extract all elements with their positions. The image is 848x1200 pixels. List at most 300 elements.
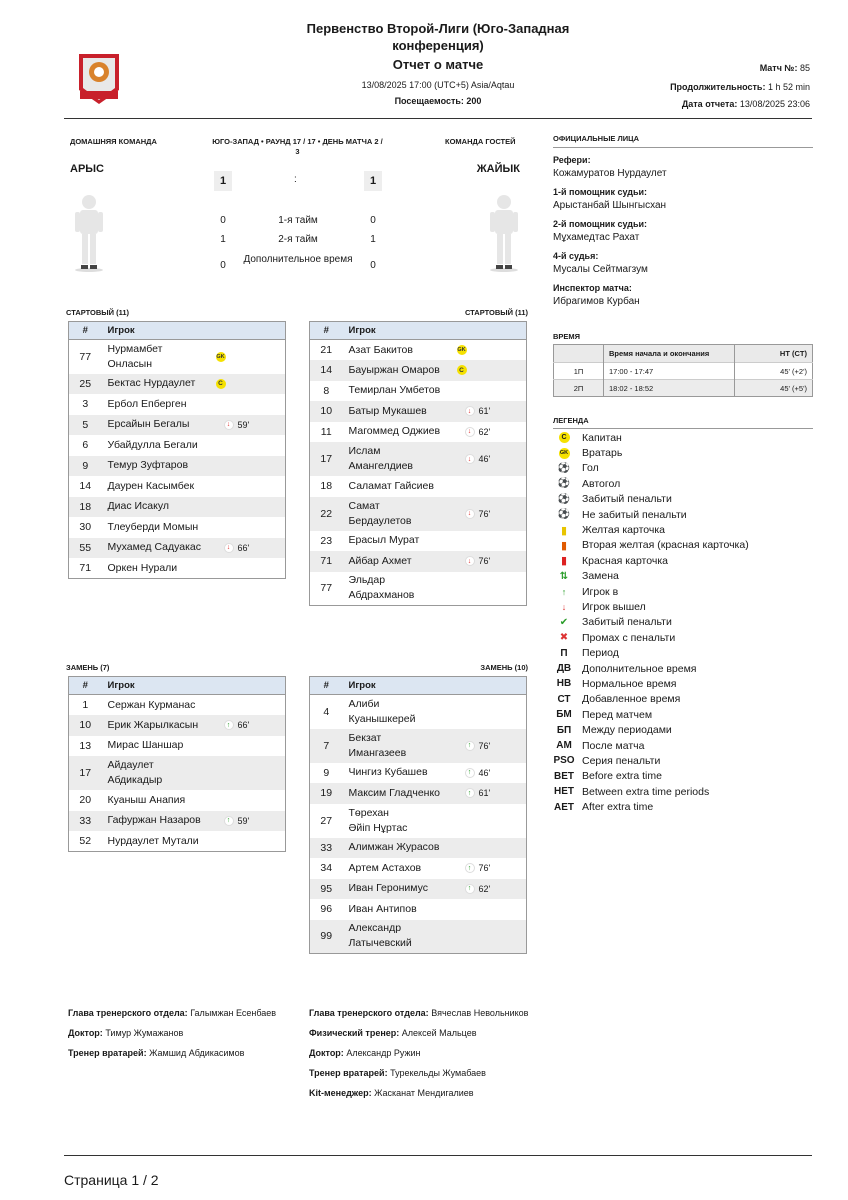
legend-item	[553, 615, 813, 630]
player-name	[102, 415, 216, 436]
player-full-name: Бектас Нурдаулет	[107, 377, 196, 390]
table-row	[310, 551, 527, 572]
player-first-name: Бекзат	[348, 731, 382, 744]
legend-abbr-text: БП	[556, 724, 572, 736]
legend-abbr	[553, 694, 575, 705]
penalty-shootout-missed-icon	[553, 632, 575, 643]
goalkeeper-icon: GK	[457, 347, 466, 353]
legend-item	[553, 584, 813, 599]
player-name	[102, 538, 216, 559]
own-goal-icon	[553, 478, 575, 489]
officials-list	[553, 155, 813, 315]
legend-item	[553, 461, 813, 476]
official-entry	[553, 283, 813, 307]
table-row	[310, 401, 527, 422]
player-events	[457, 401, 527, 422]
sub-out-minute: 66'	[237, 542, 250, 553]
legend-symbol: ⇅	[559, 570, 569, 582]
legend-abbr	[553, 802, 575, 813]
official-name: Арыстанбай Шынгысхан	[553, 200, 667, 211]
col-events	[216, 677, 286, 695]
penalty-shootout-scored-icon	[553, 617, 575, 628]
legend-item	[553, 676, 813, 691]
player-name	[343, 497, 457, 531]
player-last-name: Әйіп Нұртас	[348, 821, 408, 834]
player-name	[102, 811, 216, 832]
sub-in-minute: 76'	[478, 740, 491, 751]
player-full-name: Темирлан Умбетов	[348, 384, 441, 397]
legend-abbr-text: BET	[554, 770, 574, 782]
player-full-name: Диас Исакул	[107, 500, 169, 513]
player-name	[343, 838, 457, 859]
player-out-icon: ↓	[465, 427, 475, 437]
table-header-row	[69, 322, 286, 340]
player-name	[343, 360, 457, 381]
event-wrap	[224, 420, 286, 430]
player-number: 9	[323, 766, 330, 779]
player-number: 21	[320, 344, 333, 356]
sub-in-minute: 46'	[478, 767, 491, 778]
player-number: 14	[310, 360, 343, 381]
home-player-silhouette	[72, 192, 106, 272]
player-number: 10	[69, 715, 102, 736]
officials-title: ОФИЦИАЛЬНЫЕ ЛИЦА	[553, 134, 640, 143]
table-row	[69, 517, 286, 538]
col-number: #	[69, 677, 102, 695]
player-number: 99	[310, 920, 343, 954]
legend-label: Автогол	[582, 477, 621, 490]
player-events	[457, 920, 527, 954]
player-name	[102, 831, 216, 852]
legend-item	[553, 645, 813, 660]
score-separator: :	[294, 174, 297, 185]
player-name	[343, 442, 457, 476]
legend-abbr-text: СТ	[557, 693, 571, 705]
player-events	[457, 497, 527, 531]
event-wrap	[465, 863, 527, 873]
sub-in-minute: 62'	[478, 883, 491, 894]
penalty-missed-icon	[553, 509, 575, 520]
legend-abbr-text: БМ	[556, 709, 572, 721]
legend-item	[553, 599, 813, 614]
player-name	[343, 783, 457, 804]
home-staff	[68, 1006, 278, 1066]
player-events	[457, 360, 527, 381]
table-row	[69, 394, 286, 415]
red-card-icon	[553, 554, 575, 567]
player-name	[102, 756, 216, 790]
player-number: 71	[310, 551, 343, 572]
event-wrap	[465, 406, 527, 416]
player-name	[343, 531, 457, 552]
time-title: ВРЕМЯ	[553, 332, 581, 341]
time-col-period	[554, 345, 604, 363]
player-events	[216, 538, 286, 559]
player-events	[457, 381, 527, 402]
player-events	[216, 415, 286, 436]
legend-symbol: ✔	[559, 616, 569, 628]
player-number: 33	[69, 811, 102, 832]
player-number: 17	[69, 756, 102, 790]
player-events	[216, 558, 286, 579]
table-header-row	[69, 677, 286, 695]
player-number: 5	[69, 415, 102, 436]
player-number: 25	[69, 374, 102, 395]
player-last-name: Амангелдиев	[348, 460, 413, 472]
staff-name: Тимур Жумажанов	[105, 1028, 184, 1038]
goalkeeper-icon: GK	[216, 353, 225, 360]
player-full-name: Куаныш Анапия	[107, 793, 186, 806]
player-events	[216, 790, 286, 811]
staff-role: Физический тренер:	[309, 1028, 400, 1038]
col-player: Игрок	[102, 322, 216, 340]
time-row	[554, 380, 813, 397]
legend-item	[553, 707, 813, 722]
event-wrap	[465, 788, 527, 798]
event-wrap	[216, 352, 286, 362]
report-date: Дата отчета: 13/08/2025 23:06	[681, 99, 810, 109]
player-number: 18	[69, 497, 102, 518]
player-out-icon: ↓	[224, 543, 234, 553]
staff-name: Турекельды Жумабаев	[390, 1068, 486, 1078]
player-first-name: Алиби	[348, 697, 380, 710]
col-player: Игрок	[343, 677, 457, 695]
report-subtitle: Отчет о матче	[392, 57, 484, 72]
time-col-ht: HT (CT)	[735, 345, 813, 363]
legend-symbol: ⚽	[557, 478, 571, 490]
player-name	[343, 879, 457, 900]
player-name	[343, 551, 457, 572]
second-yellow-icon	[553, 539, 575, 552]
player-events	[457, 838, 527, 859]
footer-divider	[64, 1155, 812, 1156]
player-events	[216, 811, 286, 832]
player-number: 6	[82, 439, 89, 452]
legend-label: Перед матчем	[582, 708, 653, 721]
table-row	[69, 497, 286, 518]
player-name	[343, 804, 457, 838]
away-subs-title: ЗАМЕНЬ (10)	[480, 663, 528, 672]
table-row	[69, 340, 286, 374]
away-et: 0	[370, 260, 376, 271]
table-row	[310, 360, 527, 381]
official-entry	[553, 155, 813, 179]
player-in-icon	[553, 587, 575, 597]
player-number: 10	[310, 401, 343, 422]
table-row	[310, 899, 527, 920]
legend-item	[553, 507, 813, 522]
player-name	[343, 476, 457, 497]
legend-item	[553, 722, 813, 737]
legend-abbr-text: HET	[554, 786, 574, 798]
penalty-scored-icon	[553, 494, 575, 505]
legend-item	[553, 799, 813, 814]
player-events	[457, 422, 527, 443]
player-full-name: Мирас Шаншар	[107, 739, 184, 752]
player-full-name: Нурдаулет Мутали	[107, 834, 199, 847]
staff-name: Александр Ружин	[346, 1048, 421, 1058]
legend-label: Добавленное время	[582, 693, 681, 706]
col-number: #	[69, 322, 102, 340]
staff-row	[68, 1046, 278, 1061]
sub-in-minute: 76'	[478, 863, 491, 874]
player-first-name: Төрехан	[348, 806, 389, 819]
staff-name: Жамшид Абдикасимов	[149, 1048, 245, 1058]
player-last-name: Бердаулетов	[348, 514, 412, 527]
legend-label: Before extra time	[582, 770, 662, 783]
player-number: 14	[79, 480, 92, 493]
player-events	[457, 572, 527, 606]
staff-row	[309, 1086, 529, 1101]
home-caption: ДОМАШНЯЯ КОМАНДА	[70, 137, 157, 146]
home-starting-table	[68, 321, 286, 579]
player-full-name: Азат Бакитов	[348, 343, 413, 356]
sub-in-minute: 59'	[237, 815, 250, 826]
time-range: 17:00 - 17:47	[604, 363, 735, 380]
official-role: Инспектор матча:	[553, 283, 632, 293]
player-full-name: Алимжан Журасов	[348, 841, 440, 854]
event-wrap	[216, 379, 286, 389]
staff-role: Доктор:	[68, 1028, 103, 1038]
legend-item	[553, 630, 813, 645]
col-events	[457, 322, 527, 340]
player-last-name: Онласын	[107, 357, 153, 370]
home-subs-table	[68, 676, 286, 852]
time-header-row	[554, 345, 813, 363]
player-events	[457, 551, 527, 572]
legend-item	[553, 522, 813, 537]
sub-out-minute: 62'	[478, 426, 491, 437]
player-events	[457, 858, 527, 879]
match-number: Матч №: 85	[759, 63, 810, 73]
player-in-icon: ↑	[224, 816, 234, 826]
legend-label: Гол	[582, 462, 599, 475]
legend-divider	[553, 428, 813, 429]
player-name	[102, 558, 216, 579]
player-first-name: Нурмамбет	[107, 342, 163, 355]
player-last-name: Абдикадыр	[107, 774, 163, 786]
extra-time-label: Дополнительное время	[243, 254, 353, 265]
league-logo	[74, 50, 124, 106]
away-starting-table	[309, 321, 527, 606]
player-name	[343, 422, 457, 443]
player-first-name: Эльдар	[348, 574, 386, 587]
staff-row	[309, 1026, 529, 1041]
sub-in-minute: 61'	[478, 788, 491, 799]
player-events	[216, 831, 286, 852]
report-title: Первенство Второй-Лиги (Юго-Западная конференция)	[306, 21, 570, 53]
table-row	[310, 422, 527, 443]
player-events	[457, 763, 527, 784]
player-events	[457, 783, 527, 804]
table-row	[310, 763, 527, 784]
official-role: 2-й помощник судьи:	[553, 219, 648, 229]
col-player: Игрок	[343, 322, 457, 340]
player-in-icon: ↑	[465, 884, 475, 894]
player-number: 34	[320, 862, 333, 875]
legend-abbr	[553, 771, 575, 782]
away-caption: КОМАНДА ГОСТЕЙ	[445, 137, 516, 146]
player-in-icon: ↑	[465, 788, 475, 798]
legend-abbr-text: НВ	[556, 678, 572, 690]
player-full-name: Оркен Нурали	[107, 561, 178, 574]
player-name	[102, 456, 216, 477]
legend-label: Не забитый пенальти	[582, 508, 687, 521]
player-first-name: Айдаулет	[107, 759, 154, 771]
player-events	[457, 340, 527, 361]
legend-label: Промах с пенальти	[582, 631, 676, 644]
table-row	[69, 736, 286, 757]
player-events	[457, 442, 527, 476]
player-name	[343, 858, 457, 879]
home-score: 1	[214, 171, 232, 191]
captain-icon	[553, 432, 575, 443]
away-starting-title: СТАРТОВЫЙ (11)	[464, 308, 528, 317]
player-number: 96	[320, 903, 333, 916]
table-row	[310, 695, 527, 729]
player-events	[457, 879, 527, 900]
player-name	[343, 340, 457, 361]
sub-out-minute: 76'	[478, 508, 491, 519]
official-name: Мұхамедтас Рахат	[553, 232, 640, 243]
legend-symbol: C	[559, 432, 570, 443]
table-row	[310, 572, 527, 606]
table-row	[310, 442, 527, 476]
table-row	[310, 497, 527, 531]
legend-symbol: ⚽	[557, 493, 571, 505]
player-full-name: Саламат Гайсиев	[348, 479, 434, 492]
player-events	[457, 804, 527, 838]
table-row	[310, 879, 527, 900]
player-in-icon: ↑	[224, 720, 234, 730]
time-ht: 45' (+2')	[735, 363, 813, 380]
player-events	[216, 435, 286, 456]
legend-symbol: ▮	[560, 555, 568, 568]
sub-out-minute: 46'	[478, 454, 491, 464]
legend-abbr	[553, 648, 575, 659]
away-team-name: ЖАЙЫК	[476, 163, 520, 175]
legend-label: Серия пенальти	[582, 754, 661, 767]
official-name: Ибрагимов Курбан	[553, 296, 640, 307]
table-header-row	[310, 677, 527, 695]
legend-label: Дополнительное время	[582, 662, 697, 675]
table-row	[310, 531, 527, 552]
player-number: 71	[79, 562, 92, 574]
legend-abbr-text: PSO	[553, 755, 575, 767]
event-wrap	[465, 454, 527, 464]
player-number: 23	[320, 534, 333, 547]
player-number: 33	[310, 838, 343, 859]
player-full-name: Артем Астахов	[348, 861, 422, 874]
goalkeeper-icon	[553, 448, 575, 459]
player-number: 95	[310, 879, 343, 900]
legend-item	[553, 738, 813, 753]
player-last-name: Абдрахманов	[348, 589, 415, 602]
legend-abbr	[553, 786, 575, 797]
staff-role: Тренер вратарей:	[68, 1048, 147, 1058]
player-name	[102, 340, 216, 374]
player-full-name: Бауыржан Омаров	[348, 363, 440, 376]
player-events	[216, 476, 286, 497]
player-events	[216, 456, 286, 477]
player-events	[216, 340, 286, 374]
player-full-name: Иван Антипов	[348, 902, 417, 915]
table-row	[69, 538, 286, 559]
event-wrap	[224, 816, 286, 826]
player-number: 18	[320, 480, 333, 493]
table-row	[310, 340, 527, 361]
away-subs-table	[309, 676, 527, 954]
legend-label: After extra time	[582, 801, 654, 814]
staff-row	[68, 1006, 278, 1021]
legend-label: Период	[582, 647, 619, 660]
table-header-row	[310, 322, 527, 340]
player-events	[216, 756, 286, 790]
player-number: 3	[82, 398, 89, 411]
legend-label: Вратарь	[582, 447, 623, 460]
official-role: 1-й помощник судьи:	[553, 187, 648, 197]
player-first-name: Самат	[348, 499, 380, 512]
col-number: #	[310, 322, 343, 340]
player-events	[216, 715, 286, 736]
table-row	[310, 858, 527, 879]
legend-label: Красная карточка	[582, 554, 668, 567]
player-full-name: Ербол Епберген	[107, 397, 187, 410]
legend-list	[553, 430, 813, 815]
player-events	[216, 736, 286, 757]
player-full-name: Батыр Мукашев	[348, 404, 427, 417]
time-period: 2П	[554, 380, 604, 397]
player-name	[102, 497, 216, 518]
legend-label: Забитый пенальти	[582, 616, 672, 629]
staff-name: Жасканат Мендигалиев	[374, 1088, 474, 1098]
player-name	[343, 572, 457, 606]
legend-item	[553, 692, 813, 707]
col-events	[457, 677, 527, 695]
player-out-icon: ↓	[465, 454, 475, 464]
table-row	[69, 756, 286, 790]
player-full-name: Гафуржан Назаров	[107, 814, 201, 827]
player-events	[216, 497, 286, 518]
col-events	[216, 322, 286, 340]
col-player: Игрок	[102, 677, 216, 695]
player-number: 8	[323, 384, 330, 397]
event-wrap	[465, 741, 527, 751]
player-events	[216, 374, 286, 395]
player-name	[343, 381, 457, 402]
legend-label: Игрок в	[582, 585, 619, 598]
table-row	[310, 920, 527, 954]
legend-label: Between extra time periods	[582, 785, 710, 798]
home-team-name: АРЫС	[70, 163, 104, 175]
captain-icon: C	[216, 379, 226, 389]
legend-item	[553, 445, 813, 460]
table-row	[69, 558, 286, 579]
legend-label: Капитан	[582, 431, 622, 444]
staff-name: Галымжан Есенбаев	[190, 1008, 277, 1018]
legend-abbr	[553, 709, 575, 720]
attendance: Посещаемость: 200	[394, 96, 482, 106]
legend-item	[553, 538, 813, 553]
player-number: 30	[79, 521, 92, 534]
legend-item	[553, 753, 813, 768]
player-first-name: Александр	[348, 922, 402, 935]
event-wrap	[465, 768, 527, 778]
staff-name: Алексей Мальцев	[401, 1028, 477, 1038]
player-full-name: Магоммед Оджиев	[348, 425, 441, 438]
event-wrap	[465, 427, 527, 437]
away-player-silhouette	[487, 192, 521, 272]
